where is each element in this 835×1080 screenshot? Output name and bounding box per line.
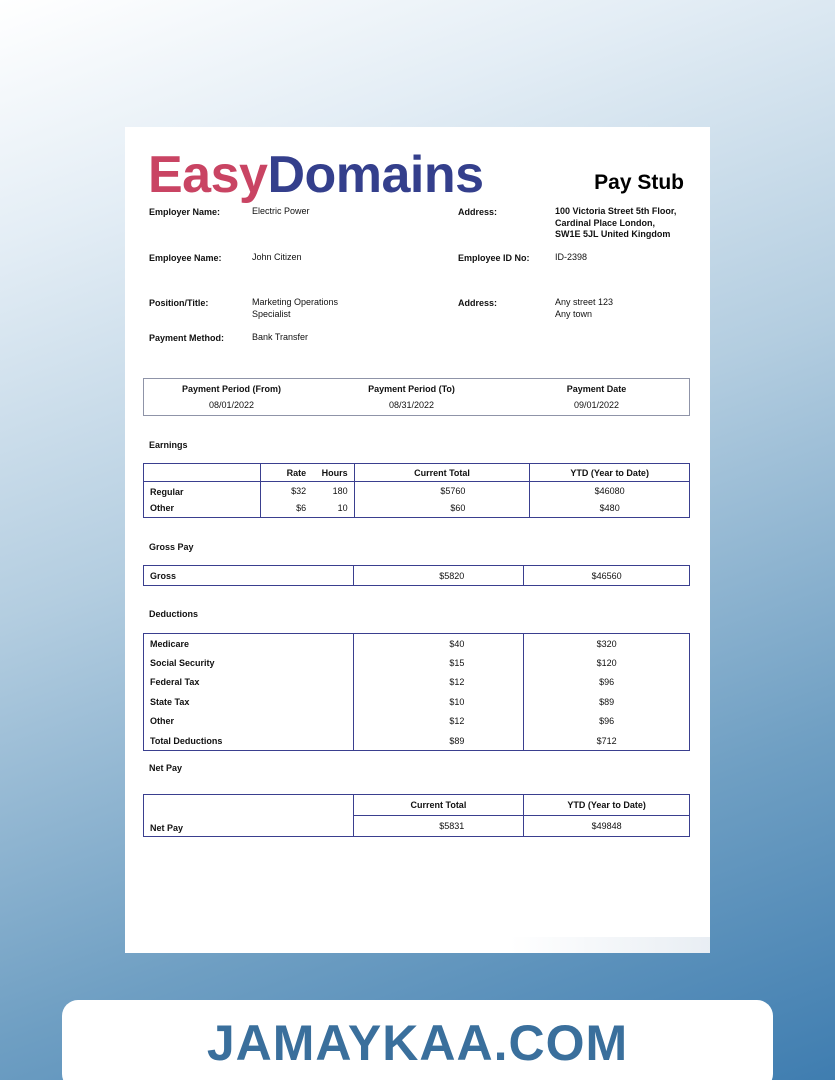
table-row xyxy=(144,566,690,586)
total-deductions-current: $89 xyxy=(353,731,524,751)
table-row xyxy=(144,653,690,673)
deduction-label: Medicare xyxy=(144,634,354,654)
deductions-title: Deductions xyxy=(149,609,199,619)
deduction-current: $12 xyxy=(353,712,524,732)
gross-pay-title: Gross Pay xyxy=(149,542,194,552)
net-pay-label: Net Pay xyxy=(144,816,354,837)
ytd-header: YTD (Year to Date) xyxy=(530,464,690,482)
employee-name-value: John Citizen xyxy=(252,252,302,262)
earnings-table xyxy=(143,463,690,518)
payment-date-label: Payment Date xyxy=(566,384,627,394)
period-to-label: Payment Period (To) xyxy=(368,384,455,394)
position-line: Specialist xyxy=(252,308,291,319)
net-pay-current: $5831 xyxy=(353,816,524,837)
table-row xyxy=(144,712,690,732)
gross-ytd: $46560 xyxy=(524,566,690,586)
period-to-value: 08/31/2022 xyxy=(388,400,435,410)
table-row xyxy=(144,692,690,712)
total-deductions-label: Total Deductions xyxy=(144,731,354,751)
banner-text: JAMAYKAA.COM xyxy=(206,1015,629,1071)
net-pay-title: Net Pay xyxy=(149,763,183,773)
payment-period-box xyxy=(143,378,690,416)
rate-header: Rate xyxy=(260,464,312,482)
net-current-header: Current Total xyxy=(353,795,524,816)
earnings-row-label: Regular xyxy=(144,482,261,500)
period-from-label: Payment Period (From) xyxy=(181,384,282,394)
net-pay-table xyxy=(143,794,690,837)
current-total-header: Current Total xyxy=(354,464,530,482)
table-row xyxy=(144,634,690,654)
earnings-rate: $6 xyxy=(260,500,312,518)
earnings-row-label: Other xyxy=(144,500,261,518)
earnings-header-row xyxy=(144,464,690,482)
net-pay-header-row xyxy=(144,795,690,816)
employee-id-label: Employee ID No: xyxy=(458,253,530,263)
gross-current: $5820 xyxy=(353,566,524,586)
employee-id-value: ID-2398 xyxy=(555,252,588,262)
employer-address-line: 100 Victoria Street 5th Floor, xyxy=(555,206,677,216)
deduction-label: Federal Tax xyxy=(144,673,354,693)
employee-address-line: Any town xyxy=(555,308,593,319)
deduction-ytd: $89 xyxy=(524,692,690,712)
employee-address-line: Any street 123 xyxy=(555,297,614,307)
employer-name-label: Employer Name: xyxy=(149,207,221,217)
hours-header: Hours xyxy=(312,464,354,482)
position-label: Position/Title: xyxy=(149,298,209,308)
deduction-ytd: $96 xyxy=(524,673,690,693)
table-row xyxy=(144,482,690,500)
employer-address-label: Address: xyxy=(458,207,498,217)
earnings-ytd: $480 xyxy=(530,500,690,518)
employee-address-label: Address: xyxy=(458,298,498,308)
watermark-banner xyxy=(62,1000,773,1080)
employee-address xyxy=(555,297,613,320)
deduction-current: $10 xyxy=(353,692,524,712)
table-row xyxy=(144,816,690,837)
earnings-current: $5760 xyxy=(354,482,530,500)
deduction-label: State Tax xyxy=(144,692,354,712)
table-row xyxy=(144,731,690,751)
employer-name-value: Electric Power xyxy=(252,206,310,216)
position-line: Marketing Operations xyxy=(252,297,339,307)
earnings-title: Earnings xyxy=(149,440,188,450)
earnings-current: $60 xyxy=(354,500,530,518)
gross-label: Gross xyxy=(144,566,354,586)
earnings-hours: 180 xyxy=(312,482,354,500)
gross-pay-table xyxy=(143,565,690,586)
payment-date-value: 09/01/2022 xyxy=(573,400,620,410)
earnings-hours: 10 xyxy=(312,500,354,518)
employer-address-line: SW1E 5JL United Kingdom xyxy=(555,229,671,239)
document-title: Pay Stub xyxy=(594,171,684,194)
deduction-current: $40 xyxy=(353,634,524,654)
payment-method-label: Payment Method: xyxy=(149,333,225,343)
table-row xyxy=(144,500,690,518)
position-value xyxy=(252,297,338,320)
deduction-label: Other xyxy=(144,712,354,732)
earnings-rate: $32 xyxy=(260,482,312,500)
period-from-value: 08/01/2022 xyxy=(208,400,255,410)
employer-address xyxy=(555,206,676,241)
total-deductions-ytd: $712 xyxy=(524,731,690,751)
earnings-ytd: $46080 xyxy=(530,482,690,500)
deductions-table xyxy=(143,633,690,751)
payment-method-value: Bank Transfer xyxy=(252,332,309,342)
deduction-current: $12 xyxy=(353,673,524,693)
table-row xyxy=(144,673,690,693)
deduction-current: $15 xyxy=(353,653,524,673)
deduction-ytd: $96 xyxy=(524,712,690,732)
employer-address-line: Cardinal Place London, xyxy=(555,217,656,228)
net-ytd-header: YTD (Year to Date) xyxy=(524,795,690,816)
net-pay-ytd: $49848 xyxy=(524,816,690,837)
deduction-label: Social Security xyxy=(144,653,354,673)
faint-footer-artifact xyxy=(510,937,710,953)
pay-stub-document xyxy=(125,127,710,953)
company-logo: EasyDomains xyxy=(148,146,484,204)
deduction-ytd: $320 xyxy=(524,634,690,654)
employee-name-label: Employee Name: xyxy=(149,253,222,263)
deduction-ytd: $120 xyxy=(524,653,690,673)
